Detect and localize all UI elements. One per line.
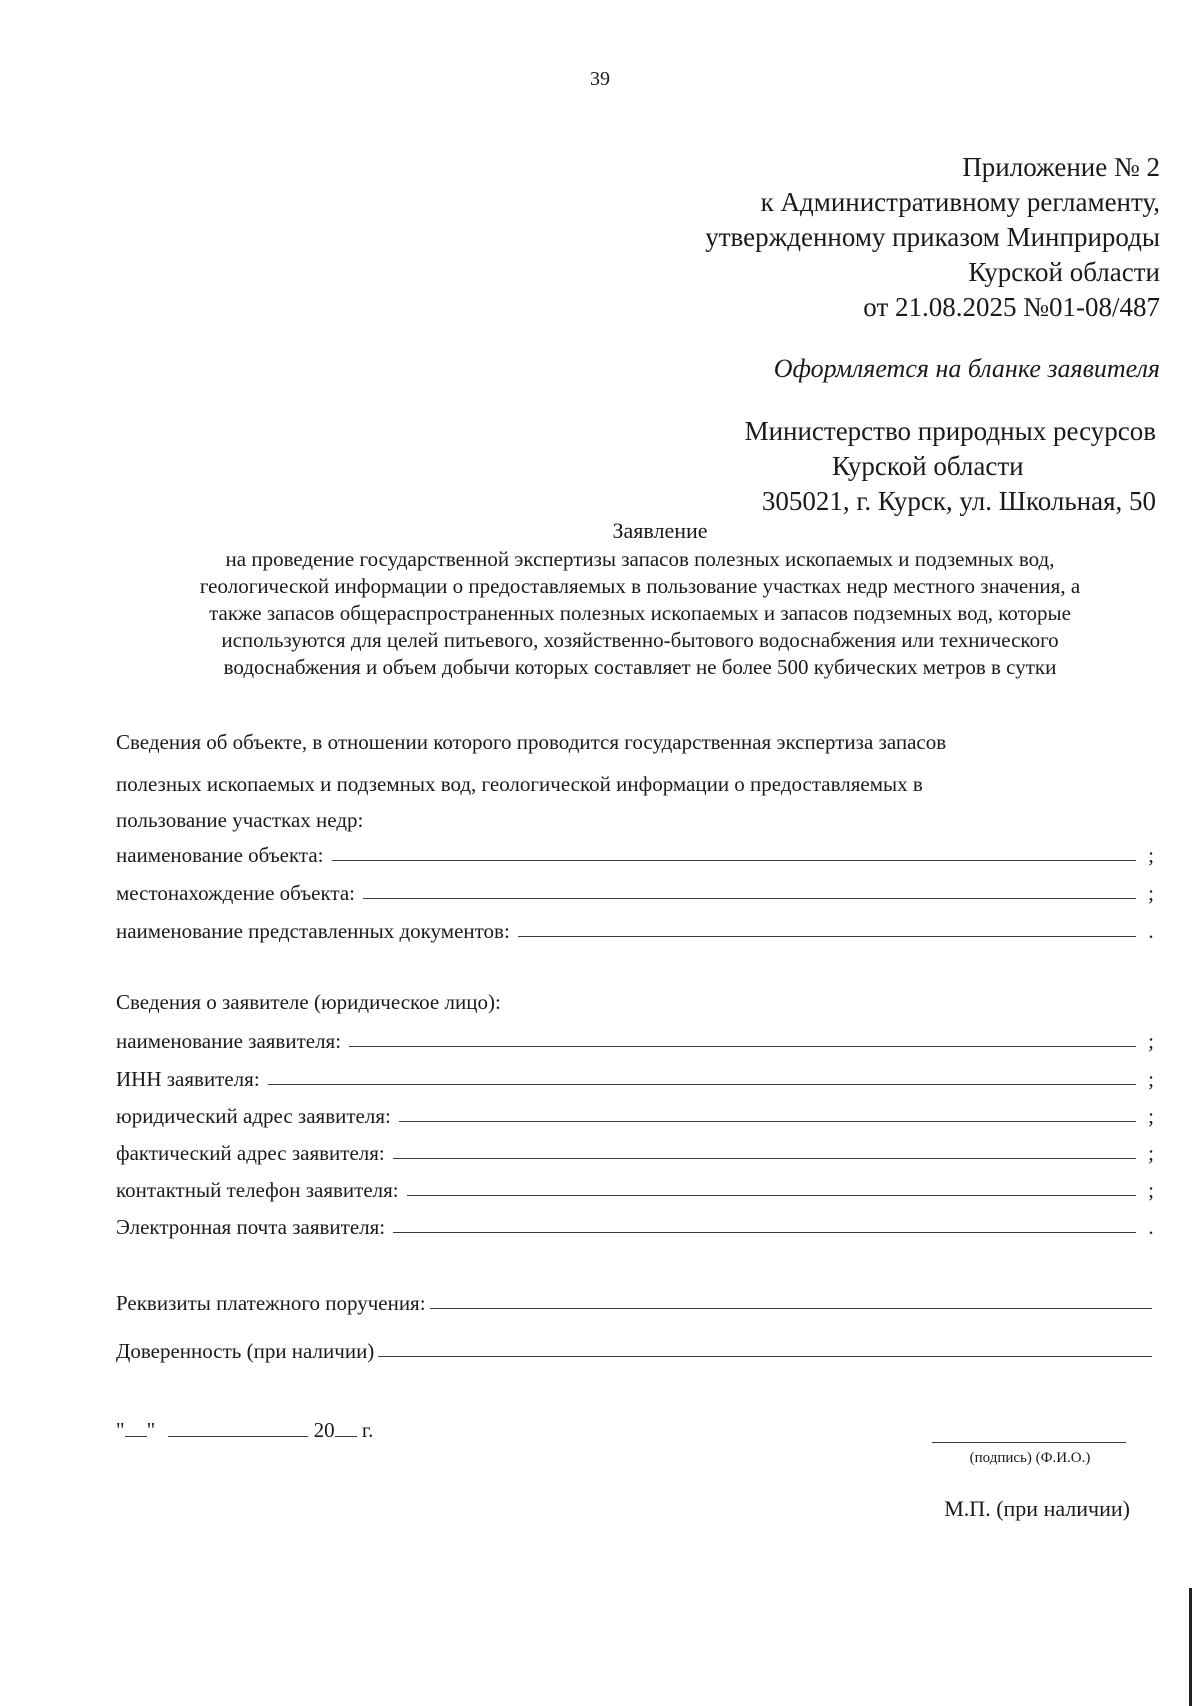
field-label: ИНН заявителя: [116,1067,260,1091]
scan-edge-divider [1189,1588,1192,1706]
quote-mark: " [116,1418,125,1442]
field-end-mark: ; [1148,1029,1154,1053]
applicant-name-field [116,1024,1156,1054]
power-of-attorney-field [116,1334,1156,1364]
page-number: 39 [590,68,610,90]
field-label: Электронная почта заявителя: [116,1215,386,1239]
documents-input[interactable] [518,936,1136,937]
recipient-line: Курской области [831,451,1024,481]
document-title: Заявление [612,518,708,543]
appendix-line: к Административному регламенту, [760,187,1160,217]
legal-address-field [116,1099,1156,1129]
object-name-field [116,838,1156,868]
phone-field [116,1173,1156,1203]
appendix-line: Приложение № 2 [962,152,1160,182]
subject-line: также запасов общераспространенных полезных ископаемых и запасов подземных вод, которые [209,601,1071,625]
inn-input[interactable] [268,1084,1136,1085]
field-end-mark: . [1148,919,1154,943]
object-location-field [116,876,1156,906]
document-subject [40,546,1200,681]
field-label: местонахождение объекта: [116,881,356,905]
recipient-line: 305021, г. Курск, ул. Школьная, 50 [761,486,1156,516]
object-name-input[interactable] [332,860,1136,861]
signature-caption: (подпись) (Ф.И.О.) [969,1450,1091,1466]
subject-line: используются для целей питьевого, хозяйственно-бытового водоснабжения или технического [221,628,1059,652]
appendix-line: от 21.08.2025 №01-08/487 [863,292,1160,322]
email-field [116,1210,1156,1240]
object-intro-line: полезных ископаемых и подземных вод, геологической информации о предоставляемых в [116,772,923,796]
object-intro-line: Сведения об объекте, в отношении которого проводится государственная экспертиза запасов [116,730,947,754]
phone-input[interactable] [407,1195,1136,1196]
field-end-mark: ; [1148,881,1154,905]
field-end-mark: ; [1148,1141,1154,1165]
applicant-heading: Сведения о заявителе (юридическое лицо): [116,990,501,1014]
day-input[interactable] [125,1418,147,1437]
recipient-block [745,414,1156,519]
inn-field [116,1062,1156,1092]
blank-note: Оформляется на бланке заявителя [773,354,1160,383]
applicant-name-input[interactable] [349,1046,1136,1047]
field-label: Доверенность (при наличии) [116,1339,375,1363]
field-label: юридический адрес заявителя: [116,1104,391,1128]
object-location-input[interactable] [363,898,1136,899]
field-end-mark: ; [1148,1178,1154,1202]
documents-field [116,914,1156,944]
object-intro-line: пользование участках недр: [116,808,364,832]
year-prefix: 20 [313,1418,335,1442]
date-line [116,1418,373,1443]
signature-line[interactable] [932,1442,1126,1443]
subject-line: на проведение государственной экспертизы запасов полезных ископаемых и подземных вод, [225,547,1055,571]
stamp-label: М.П. (при наличии) [944,1496,1130,1521]
payment-field [116,1286,1156,1316]
field-label: контактный телефон заявителя: [116,1178,399,1202]
field-end-mark: ; [1148,1104,1154,1128]
power-of-attorney-input[interactable] [378,1356,1152,1357]
year-input[interactable] [335,1418,357,1437]
payment-input[interactable] [430,1308,1152,1309]
subject-line: геологической информации о предоставляемых в пользование участках недр местного значения, а [199,574,1081,598]
field-label: фактический адрес заявителя: [116,1141,385,1165]
recipient-line: Министерство природных ресурсов [744,416,1156,446]
quote-mark: " [146,1418,156,1442]
legal-address-input[interactable] [399,1121,1136,1122]
field-label: наименование объекта: [116,843,324,867]
month-input[interactable] [168,1418,308,1437]
appendix-line: Курской области [968,257,1160,287]
year-suffix: г. [361,1418,374,1442]
actual-address-field [116,1136,1156,1166]
field-end-mark: . [1148,1215,1154,1239]
subject-line: водоснабжения и объем добычи которых составляет не более 500 кубических метров в сутки [223,655,1057,679]
field-label: Реквизиты платежного поручения: [116,1291,426,1315]
field-end-mark: ; [1148,843,1154,867]
field-end-mark: ; [1148,1067,1154,1091]
appendix-header [705,150,1160,325]
appendix-line: утвержденному приказом Минприроды [705,222,1160,252]
actual-address-input[interactable] [393,1158,1136,1159]
field-label: наименование заявителя: [116,1029,342,1053]
email-input[interactable] [393,1232,1136,1233]
field-label: наименование представленных документов: [116,919,510,943]
